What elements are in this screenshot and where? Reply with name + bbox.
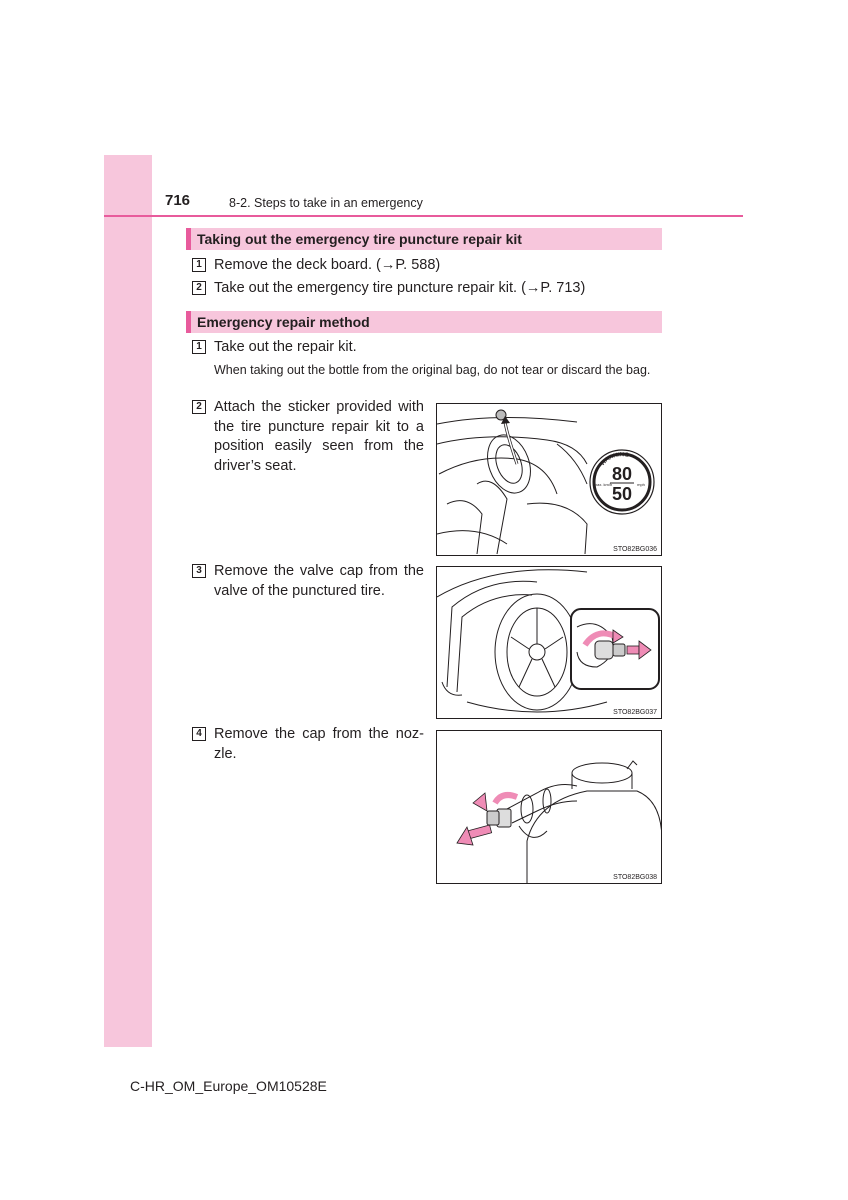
chapter-side-band	[104, 155, 152, 1047]
tire-illustration	[437, 567, 662, 719]
step-number-box: 1	[192, 340, 206, 354]
figure-code: STO82BG037	[613, 709, 657, 716]
sticker-unit-right: mph	[637, 482, 645, 487]
step-text: Remove the valve cap from the valve of the punctured tire.	[214, 563, 424, 599]
figure-code: STO82BG038	[613, 874, 657, 881]
breadcrumb: 8-2. Steps to take in an emergency	[229, 196, 423, 210]
section-header-emergency-repair-method: Emergency repair method	[186, 311, 662, 333]
sticker-unit-left: max. km/h	[593, 482, 613, 487]
sticker-speed-bottom: 50	[611, 484, 633, 504]
step-number-box: 3	[192, 564, 206, 578]
figure-bottle-nozzle-cap	[436, 730, 662, 884]
step-text: Attach the sticker provided with the tire puncture repair kit to a position easily seen from the driver’s seat.	[214, 399, 424, 474]
header-rule	[104, 215, 743, 217]
step-text: Remove the deck board. (→P. 588)	[214, 257, 441, 273]
page-number: 716	[165, 192, 191, 209]
figure-code: STO82BG036	[613, 546, 657, 553]
step-text: Remove the cap from the noz-zle.	[214, 726, 424, 762]
step-number-box: 4	[192, 727, 206, 741]
step-text: Take out the emergency tire puncture repair kit. (→P. 713)	[214, 280, 586, 296]
sticker-speed-top: 80	[611, 464, 633, 484]
step-number-box: 2	[192, 400, 206, 414]
step-number-box: 1	[192, 258, 206, 272]
sticker-warning-text: WARNING	[599, 452, 630, 468]
step-note: When taking out the bottle from the original bag, do not tear or discard the bag.	[214, 363, 651, 377]
figure-dashboard-sticker	[436, 403, 662, 556]
step-number-box: 2	[192, 281, 206, 295]
speed-sticker-icon	[437, 404, 662, 556]
step-text: Take out the repair kit.	[214, 339, 357, 355]
figure-tire-valve-cap	[436, 566, 662, 719]
footer-doc-id: C-HR_OM_Europe_OM10528E	[130, 1078, 327, 1094]
section-header-taking-out-kit: Taking out the emergency tire puncture repair kit	[186, 228, 662, 250]
bottle-illustration	[437, 731, 662, 884]
